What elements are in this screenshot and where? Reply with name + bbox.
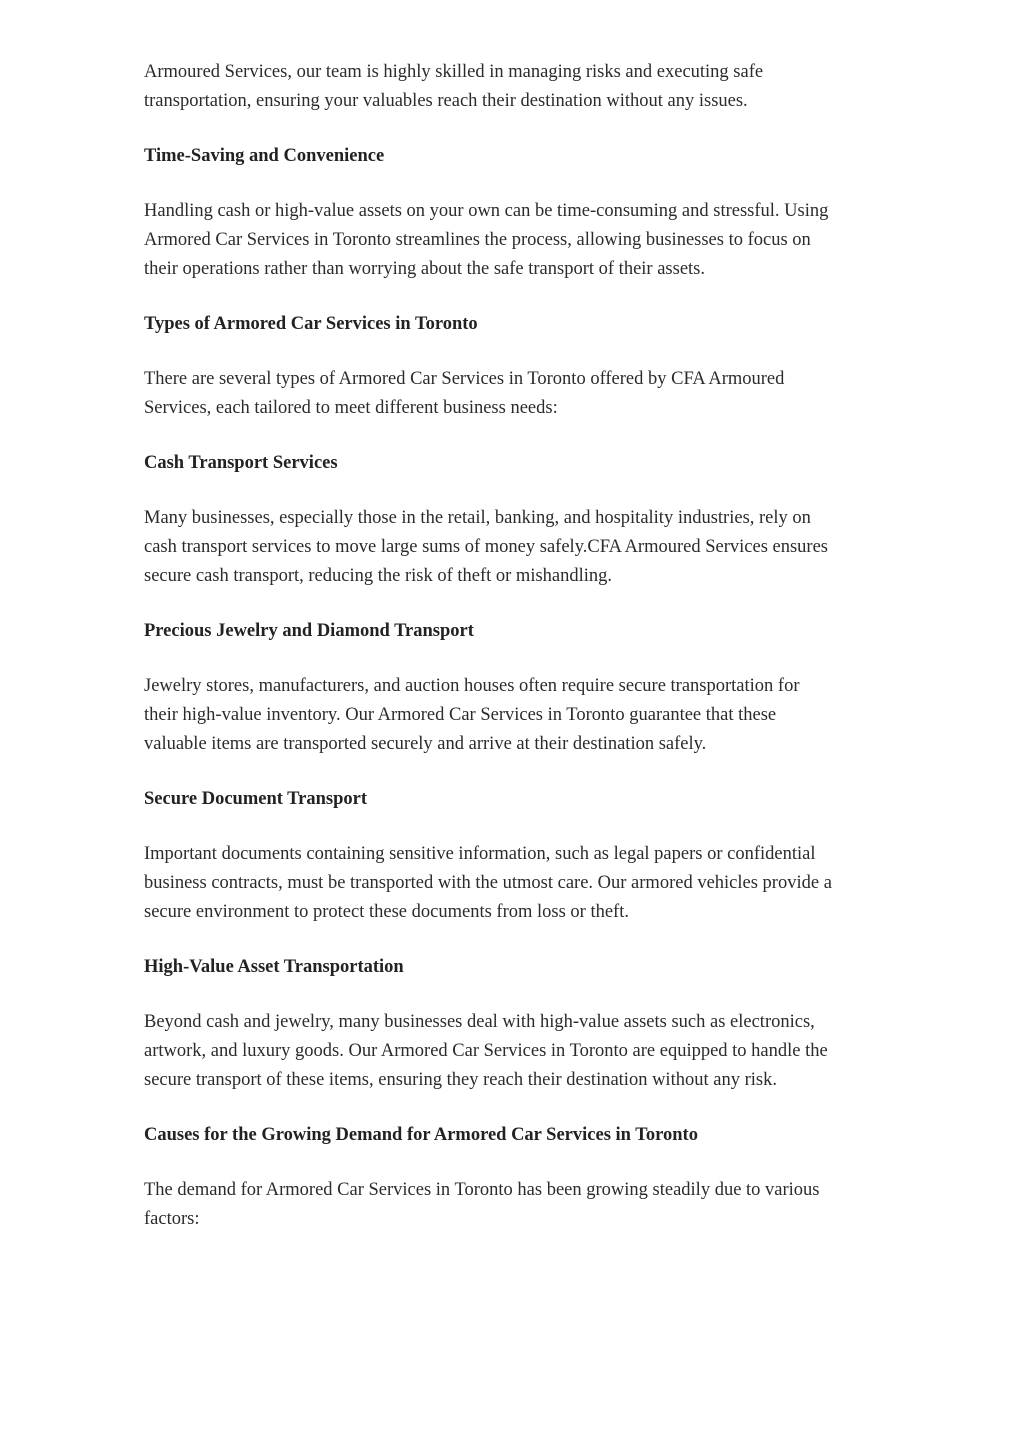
document-transport-paragraph: Important documents containing sensitive information, such as legal papers or confidential business contracts, must be transported with the utmost care. Our armored vehicles provide a secure environment to protect these documents from loss or theft. [144,844,832,922]
section-heading-asset-transport: High-Value Asset Transportation [144,957,404,977]
asset-transport-paragraph: Beyond cash and jewelry, many businesses deal with high-value assets such as electronics, artwork, and luxury goods. Our Armored Car Services in Toronto are equipped to handle the secure transport of these items, ensuring they reach their destination without any risk. [144,1012,828,1090]
growing-demand-paragraph: The demand for Armored Car Services in Toronto has been growing steadily due to various factors: [144,1180,820,1229]
time-saving-paragraph: Handling cash or high-value assets on your own can be time-consuming and stressful. Using Armored Car Services in Toronto streamlines the process, allowing businesses to focus on their operations rather than worrying about the safe transport of their assets. [144,201,829,279]
intro-paragraph: Armoured Services, our team is highly skilled in managing risks and executing safe transportation, ensuring your valuables reach their destination without any issues. [144,62,764,111]
section-heading-document-transport: Secure Document Transport [144,789,368,809]
section-heading-time-saving: Time-Saving and Convenience [144,146,385,166]
section-heading-jewelry-transport: Precious Jewelry and Diamond Transport [144,621,474,641]
types-paragraph: There are several types of Armored Car Services in Toronto offered by CFA Armoured Services, each tailored to meet different business needs: [144,369,785,418]
section-heading-growing-demand: Causes for the Growing Demand for Armored Car Services in Toronto [144,1125,698,1145]
section-heading-types: Types of Armored Car Services in Toronto [144,314,478,334]
section-heading-cash-transport: Cash Transport Services [144,453,338,473]
jewelry-transport-paragraph: Jewelry stores, manufacturers, and auction houses often require secure transportation for their high-value inventory. Our Armored Car Services in Toronto guarantee that these valuable items are transported securely and arrive at their destination safely. [144,676,800,754]
document-page [144,58,834,1260]
cash-transport-paragraph: Many businesses, especially those in the retail, banking, and hospitality industries, rely on cash transport services to move large sums of money safely.CFA Armoured Services ensures secure cash transport, reducing the risk of theft or mishandling. [144,508,829,586]
